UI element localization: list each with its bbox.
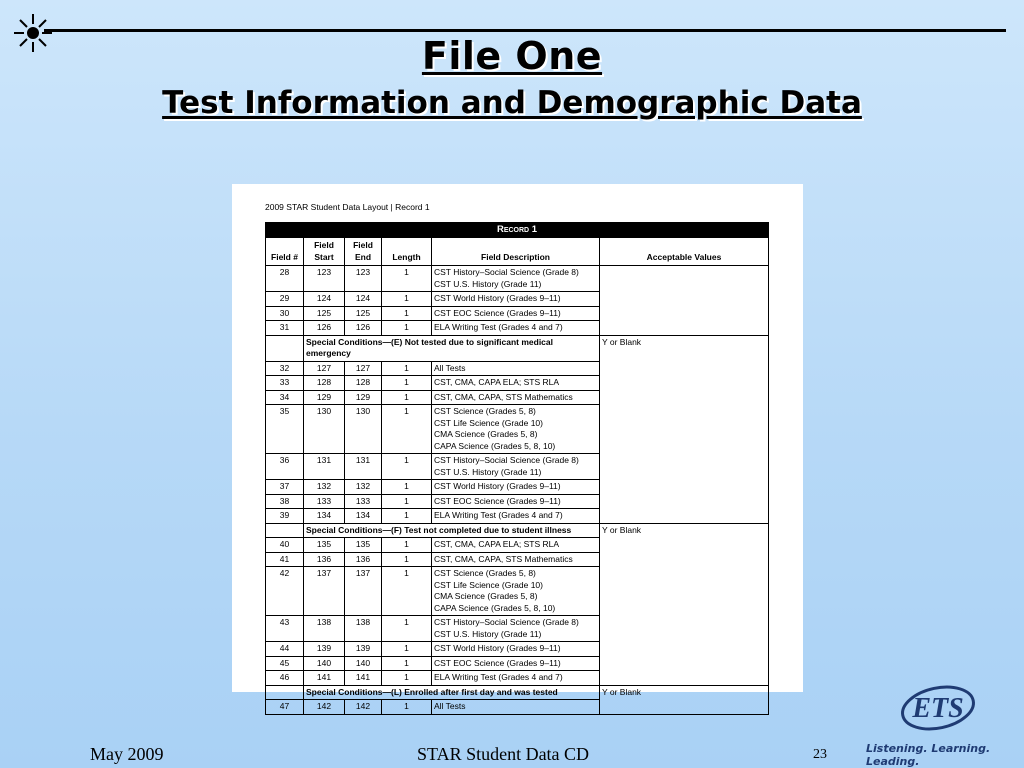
- column-header: Length: [382, 238, 432, 266]
- field-description-cell: [432, 642, 600, 657]
- length-cell: 1: [382, 454, 432, 480]
- field-description-cell: [432, 376, 600, 391]
- field-start-cell: 133: [304, 494, 345, 509]
- field-end-cell: 138: [345, 616, 382, 642]
- column-header: Acceptable Values: [600, 238, 769, 266]
- field-description-cell: [432, 552, 600, 567]
- field-start-cell: 125: [304, 306, 345, 321]
- field-start-cell: 127: [304, 361, 345, 376]
- length-cell: 1: [382, 656, 432, 671]
- field-start-cell: 129: [304, 390, 345, 405]
- field-end-cell: 124: [345, 292, 382, 307]
- section-header-row: [266, 335, 769, 361]
- description-line: CST Life Science (Grade 10): [434, 417, 543, 428]
- empty-cell: [266, 335, 304, 361]
- field-end-cell: 127: [345, 361, 382, 376]
- record-header: Record 1: [266, 223, 769, 238]
- empty-cell: [266, 523, 304, 538]
- field-end-cell: 136: [345, 552, 382, 567]
- field-start-cell: 123: [304, 266, 345, 292]
- description-line: All Tests: [434, 362, 466, 373]
- field-description-cell: [432, 361, 600, 376]
- description-line: CST EOC Science (Grades 9–11): [434, 307, 561, 318]
- empty-cell: [266, 685, 304, 700]
- field-start-cell: 126: [304, 321, 345, 336]
- section-title-cell: Special Conditions—(E) Not tested due to significant medical emergency: [304, 335, 600, 361]
- field-description-cell: [432, 494, 600, 509]
- length-cell: 1: [382, 538, 432, 553]
- field-description-cell: [432, 454, 600, 480]
- section-title-cell: Special Conditions—(F) Test not completed due to student illness: [304, 523, 600, 538]
- description-line: CST, CMA, CAPA ELA; STS RLA: [434, 377, 560, 387]
- length-cell: 1: [382, 700, 432, 715]
- field-number-cell: 34: [266, 390, 304, 405]
- acceptable-values-cell: [600, 266, 769, 336]
- acceptable-values-cell: Y or Blank: [600, 523, 769, 685]
- description-line: CST, CMA, CAPA ELA; STS RLA: [434, 539, 560, 549]
- header-rule: [44, 29, 1006, 32]
- description-line: All Tests: [434, 701, 466, 711]
- field-start-cell: 141: [304, 671, 345, 686]
- description-line: CST History–Social Science (Grade 8): [434, 267, 579, 277]
- description-line: CST World History (Grades 9–11): [434, 481, 561, 491]
- field-start-cell: 132: [304, 480, 345, 495]
- field-number-cell: 39: [266, 509, 304, 524]
- section-header-row: [266, 523, 769, 538]
- field-description-cell: [432, 538, 600, 553]
- field-description-cell: [432, 306, 600, 321]
- field-description-cell: [432, 321, 600, 336]
- field-end-cell: 139: [345, 642, 382, 657]
- field-number-cell: 37: [266, 480, 304, 495]
- field-start-cell: 137: [304, 567, 345, 616]
- field-description-cell: [432, 509, 600, 524]
- length-cell: 1: [382, 552, 432, 567]
- field-end-cell: 126: [345, 321, 382, 336]
- field-description-cell: [432, 480, 600, 495]
- length-cell: 1: [382, 361, 432, 376]
- length-cell: 1: [382, 321, 432, 336]
- description-line: CMA Science (Grades 5, 8): [434, 591, 538, 601]
- field-number-cell: 30: [266, 306, 304, 321]
- description-line: CST History–Social Science (Grade 8): [434, 617, 579, 627]
- field-description-cell: [432, 405, 600, 454]
- page-number: 23: [813, 747, 827, 762]
- column-header: Field End: [345, 238, 382, 266]
- field-end-cell: 134: [345, 509, 382, 524]
- field-start-cell: 135: [304, 538, 345, 553]
- field-description-cell: [432, 390, 600, 405]
- column-header: Field Start: [304, 238, 345, 266]
- record-layout-table: [265, 222, 769, 715]
- description-line: CST World History (Grades 9–11): [434, 293, 561, 303]
- length-cell: 1: [382, 509, 432, 524]
- field-start-cell: 124: [304, 292, 345, 307]
- ets-logo-text: ETS: [912, 693, 964, 724]
- description-line: CST U.S. History (Grade 11): [434, 466, 542, 477]
- field-number-cell: 28: [266, 266, 304, 292]
- description-line: CST EOC Science (Grades 9–11): [434, 495, 561, 506]
- acceptable-values-cell: Y or Blank: [600, 335, 769, 523]
- field-number-cell: 36: [266, 454, 304, 480]
- footer-title: STAR Student Data CD: [417, 744, 590, 764]
- field-end-cell: 140: [345, 656, 382, 671]
- field-number-cell: 44: [266, 642, 304, 657]
- field-number-cell: 29: [266, 292, 304, 307]
- description-line: CST World History (Grades 9–11): [434, 643, 561, 653]
- table-row: [266, 266, 769, 292]
- field-end-cell: 141: [345, 671, 382, 686]
- field-number-cell: 42: [266, 567, 304, 616]
- description-line: ELA Writing Test (Grades 4 and 7): [434, 322, 563, 332]
- field-description-cell: [432, 656, 600, 671]
- length-cell: 1: [382, 390, 432, 405]
- description-line: CAPA Science (Grades 5, 8, 10): [434, 602, 556, 613]
- description-line: ELA Writing Test (Grades 4 and 7): [434, 672, 563, 682]
- length-cell: 1: [382, 376, 432, 391]
- field-number-cell: 32: [266, 361, 304, 376]
- field-number-cell: 33: [266, 376, 304, 391]
- field-start-cell: 142: [304, 700, 345, 715]
- description-line: CST, CMA, CAPA, STS Mathematics: [434, 391, 573, 402]
- column-header: Field Description: [432, 238, 600, 266]
- field-end-cell: 129: [345, 390, 382, 405]
- field-end-cell: 130: [345, 405, 382, 454]
- field-number-cell: 47: [266, 700, 304, 715]
- description-line: CMA Science (Grades 5, 8): [434, 429, 538, 439]
- length-cell: 1: [382, 405, 432, 454]
- length-cell: 1: [382, 306, 432, 321]
- description-line: CST Science (Grades 5, 8): [434, 568, 536, 578]
- length-cell: 1: [382, 292, 432, 307]
- field-end-cell: 137: [345, 567, 382, 616]
- description-line: CAPA Science (Grades 5, 8, 10): [434, 440, 556, 451]
- field-number-cell: 38: [266, 494, 304, 509]
- description-line: CST U.S. History (Grade 11): [434, 278, 542, 289]
- field-end-cell: 131: [345, 454, 382, 480]
- length-cell: 1: [382, 642, 432, 657]
- field-number-cell: 46: [266, 671, 304, 686]
- field-start-cell: 140: [304, 656, 345, 671]
- field-end-cell: 142: [345, 700, 382, 715]
- acceptable-values-cell: Y or Blank: [600, 685, 769, 714]
- field-end-cell: 135: [345, 538, 382, 553]
- field-number-cell: 31: [266, 321, 304, 336]
- field-start-cell: 136: [304, 552, 345, 567]
- field-number-cell: 41: [266, 552, 304, 567]
- ets-tagline: Listening. Learning. Leading.: [866, 742, 991, 768]
- document-caption: 2009 STAR Student Data Layout | Record 1: [265, 202, 430, 212]
- slide-title-block: [0, 34, 1024, 122]
- description-line: CST History–Social Science (Grade 8): [434, 455, 579, 465]
- field-start-cell: 138: [304, 616, 345, 642]
- field-end-cell: 133: [345, 494, 382, 509]
- field-start-cell: 131: [304, 454, 345, 480]
- ets-logo: [898, 682, 978, 734]
- field-number-cell: 43: [266, 616, 304, 642]
- column-header: Field #: [266, 238, 304, 266]
- slide-subtitle: Test Information and Demographic Data: [162, 85, 862, 121]
- field-start-cell: 139: [304, 642, 345, 657]
- field-number-cell: 40: [266, 538, 304, 553]
- field-description-cell: [432, 671, 600, 686]
- footer-date: May 2009: [90, 744, 164, 764]
- field-description-cell: [432, 292, 600, 307]
- description-line: CST, CMA, CAPA, STS Mathematics: [434, 553, 573, 564]
- length-cell: 1: [382, 567, 432, 616]
- field-end-cell: 132: [345, 480, 382, 495]
- field-description-cell: [432, 700, 600, 715]
- length-cell: 1: [382, 480, 432, 495]
- length-cell: 1: [382, 266, 432, 292]
- section-title-cell: Special Conditions—(L) Enrolled after first day and was tested: [304, 685, 600, 700]
- field-description-cell: [432, 616, 600, 642]
- description-line: CST Science (Grades 5, 8): [434, 406, 536, 416]
- description-line: CST EOC Science (Grades 9–11): [434, 657, 561, 668]
- field-description-cell: [432, 266, 600, 292]
- document-image: [232, 184, 803, 711]
- description-line: CST Life Science (Grade 10): [434, 579, 543, 590]
- field-end-cell: 123: [345, 266, 382, 292]
- field-start-cell: 130: [304, 405, 345, 454]
- field-end-cell: 125: [345, 306, 382, 321]
- field-end-cell: 128: [345, 376, 382, 391]
- field-number-cell: 45: [266, 656, 304, 671]
- length-cell: 1: [382, 616, 432, 642]
- description-line: CST U.S. History (Grade 11): [434, 628, 542, 639]
- section-header-row: [266, 685, 769, 700]
- field-description-cell: [432, 567, 600, 616]
- field-number-cell: 35: [266, 405, 304, 454]
- length-cell: 1: [382, 671, 432, 686]
- description-line: ELA Writing Test (Grades 4 and 7): [434, 510, 563, 520]
- field-start-cell: 134: [304, 509, 345, 524]
- slide-title: File One: [421, 34, 603, 78]
- field-start-cell: 128: [304, 376, 345, 391]
- length-cell: 1: [382, 494, 432, 509]
